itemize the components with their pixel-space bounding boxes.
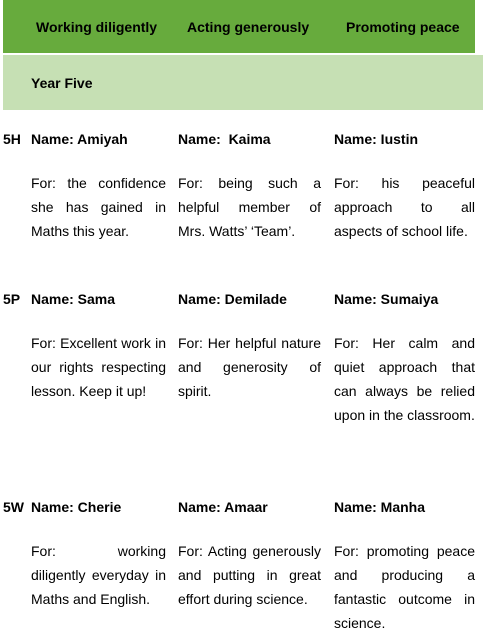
year-label: Year Five — [31, 75, 93, 91]
pupil-name: Name: Amaar — [178, 499, 268, 515]
award-cell — [334, 499, 475, 635]
class-code: 5W — [3, 499, 24, 515]
pupil-name: Name: Cherie — [31, 499, 122, 515]
award-reason: For: Her calm and quiet approach that can always be relied upon in the classroom. — [334, 335, 475, 423]
award-cell — [178, 291, 321, 403]
award-reason: For: the confidence she has gained in Maths this year. — [31, 175, 166, 239]
header-promoting-peace: Promoting peace — [346, 19, 460, 35]
header-acting-generously: Acting generously — [187, 19, 310, 35]
class-code: 5P — [3, 291, 21, 307]
class-code: 5H — [3, 131, 21, 147]
award-reason: For: his peaceful approach to all aspects of school life. — [334, 175, 475, 239]
award-cell — [178, 499, 321, 611]
pupil-name: Name: Demilade — [178, 291, 287, 307]
award-cell — [334, 291, 475, 427]
award-reason: For: promoting peace and producing a fantastic outcome in science. — [334, 543, 475, 631]
award-cell — [334, 131, 475, 243]
pupil-name: Name: Amiyah — [31, 131, 128, 147]
pupil-name: Name: Iustin — [334, 131, 419, 147]
award-reason: For: working diligently everyday in Maths and English. — [31, 543, 166, 607]
award-reason: For: Excellent work in our rights respecting lesson. Keep it up! — [31, 335, 166, 399]
header-working-diligently: Working diligently — [36, 19, 158, 35]
award-reason: For: Acting generously and putting in great effort during science. — [178, 543, 321, 607]
award-cell — [178, 131, 321, 243]
pupil-name: Name: Sumaiya — [334, 291, 439, 307]
pupil-name: Name: Manha — [334, 499, 426, 515]
pupil-name: Name: Kaima — [178, 131, 271, 147]
pupil-name: Name: Sama — [31, 291, 116, 307]
award-reason: For: being such a helpful member of Mrs. Watts’ ‘Team’. — [178, 175, 321, 239]
award-cell — [31, 499, 166, 611]
award-reason: For: Her helpful nature and generosity of spirit. — [178, 335, 321, 399]
award-cell — [31, 291, 166, 403]
award-cell — [31, 131, 166, 243]
